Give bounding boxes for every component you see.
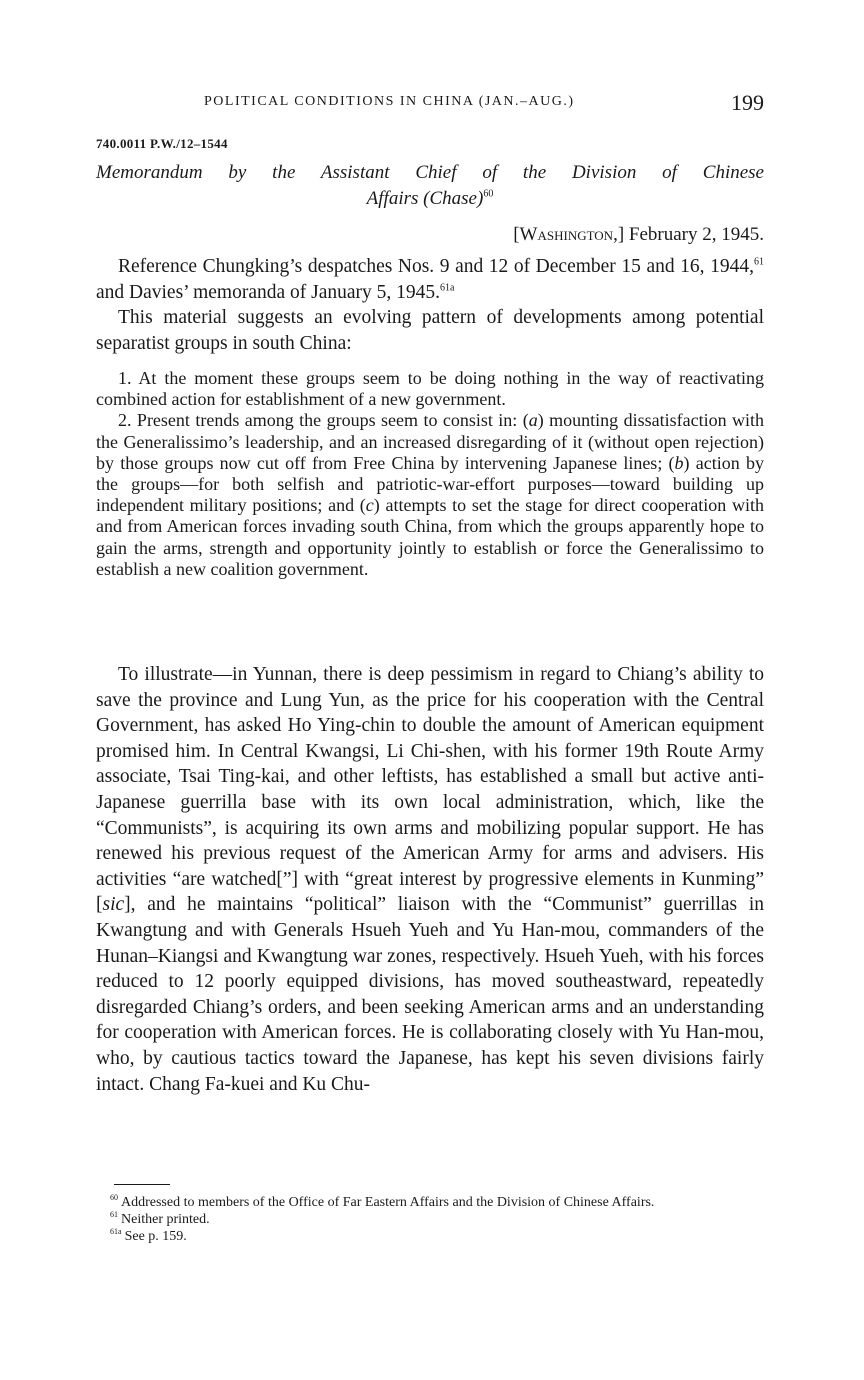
paragraph-reference-text-1: Reference Chungking’s despatches Nos. 9 and 12 of December 15 and 16, 1944, — [118, 256, 754, 277]
list-item-2-text-d: ) attempts to set the stage for direct cooperation with and from American forces invading south China, from which the groups apparently hope to gain the arms, strength and opportunity jointly to establish or force the Generalissimo to establish a new coalition government. — [96, 495, 764, 579]
list-item-2-text-a: 2. Present trends among the groups seem to consist in: ( — [118, 410, 529, 431]
dateline — [513, 224, 764, 246]
list-item-1: 1. At the moment these groups seem to be doing nothing in the way of reactivating combined action for establishment of a new government. — [96, 368, 764, 410]
document-title — [96, 160, 764, 212]
list-item-2-text-c: ) action by the groups—for both selfish and patriotic-war-effort purposes—toward building up independent military positions; and ( — [96, 452, 764, 516]
document-title-line-2 — [96, 186, 764, 212]
list-marker-c: c — [365, 495, 374, 516]
footnote-text: Neither printed. — [121, 1212, 210, 1227]
numbered-list — [96, 368, 764, 580]
paragraph-summary: This material suggests an evolving pattern of developments among potential separatist groups in south China: — [96, 307, 764, 354]
paragraph-illustration-text-1: To illustrate—in Yunnan, there is deep pessimism in regard to Chiang’s ability to save the province and Lung Yun, as the price for his cooperation with the Central Government, has asked Ho Ying-chin to double the amount of American equipment promised him. In Central Kwangsi, Li Chi-shen, with his former 19th Route Army associate, Tsai Ting-kai, and other leftists, has established a small but active anti-Japanese guerrilla base with its own local administration, which, like the “Communists”, is acquiring its own arms and mobilizing popular support. He has renewed his previous request of the American Army for arms and advisers. His activities “are watched[”] with “great interest by progressive elements in Kunming” [ — [96, 664, 764, 916]
running-head — [96, 90, 764, 120]
footnote-text: See p. 159. — [124, 1229, 187, 1244]
file-number: 740.0011 P.W./12–1544 — [96, 136, 228, 151]
footnote-divider — [114, 1184, 170, 1185]
footnote-61 — [96, 1211, 764, 1228]
list-marker-a: a — [528, 410, 538, 431]
page-number: 199 — [731, 90, 764, 115]
dateline-date: February 2, 1945. — [628, 224, 764, 245]
footnote-mark: 61 — [110, 1210, 118, 1220]
list-item-2 — [96, 410, 764, 580]
sic-marker: sic — [102, 894, 125, 916]
footnotes — [96, 1194, 764, 1245]
footnote-ref-60: 60 — [483, 188, 494, 200]
document-title-author: Affairs (Chase) — [366, 188, 484, 209]
footnote-61a — [96, 1228, 764, 1245]
footnote-mark: 61a — [110, 1227, 122, 1237]
list-item-2-text-b: ) mounting dissatisfaction with the Generalissimo’s leadership, and an increased disregarding of it (without open rejection) by those groups now cut off from Free China by intervening Japanese lines; ( — [96, 410, 764, 473]
footnote-ref-61a: 61a — [440, 282, 455, 293]
paragraph-illustration — [96, 662, 764, 1097]
document-title-line-1: Memorandum by the Assistant Chief of the Division of Chinese — [96, 162, 764, 183]
running-title: POLITICAL CONDITIONS IN CHINA (JAN.–AUG.) — [204, 94, 575, 109]
dateline-place: [Washington,] — [513, 224, 625, 245]
paragraph-illustration-text-2: ], and he maintains “political” liaison with the “Communist” guerrillas in Kwangtung and with Generals Hsueh Yueh and Yu Han-mou, commanders of the Hunan–Kiangsi and Kwangtung war zones, respectively. Hsueh Yueh, with his forces reduced to 12 poorly equipped divisions, has moved southeastward, repeatedly disregarded Chiang’s orders, and been seeking American arms and an understanding for cooperation with American forces. He is collaborating closely with Yu Han-mou, who, by cautious tactics toward the Japanese, has kept his seven divisions fairly intact. Chang Fa-kuei and Ku Chu- — [96, 894, 764, 1095]
footnote-ref-61: 61 — [754, 256, 764, 268]
paragraph-reference-text-2: and Davies’ memoranda of January 5, 1945. — [96, 281, 441, 303]
footnote-mark: 60 — [110, 1193, 118, 1203]
footnote-text: Addressed to members of the Office of Far Eastern Affairs and the Division of Chinese Affairs. — [121, 1195, 655, 1210]
footnote-60 — [96, 1194, 764, 1211]
paragraph-reference — [96, 254, 764, 305]
list-marker-b: b — [674, 452, 684, 473]
